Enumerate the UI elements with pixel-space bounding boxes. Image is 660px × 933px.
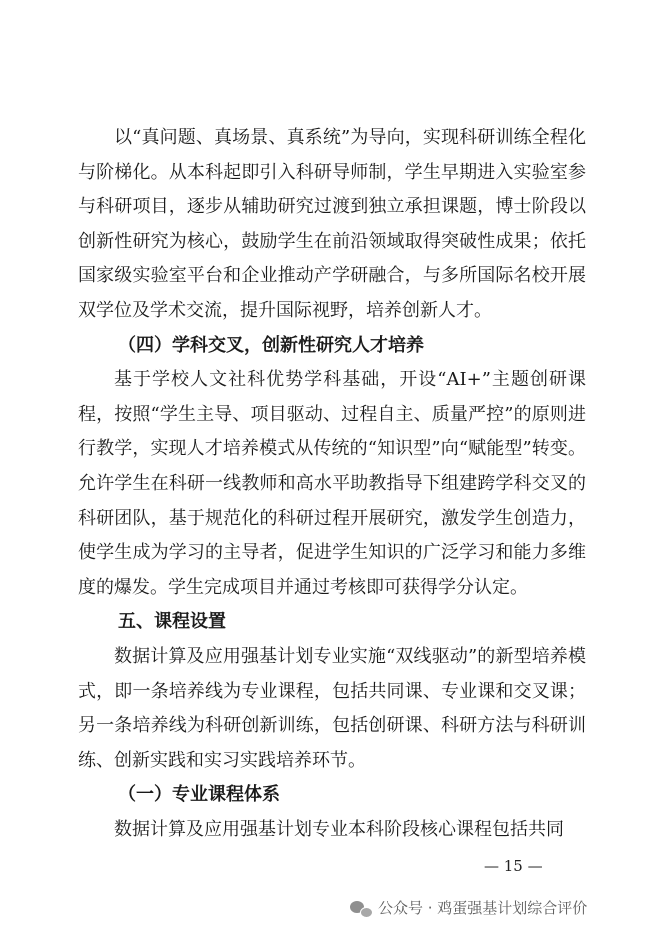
page-number: — 15 — (484, 857, 543, 875)
watermark-text: 公众号 · 鸡蛋强基计划综合评价 (378, 899, 588, 917)
paragraph-core-courses: 数据计算及应用强基计划专业本科阶段核心课程包括共同 (114, 818, 564, 840)
paragraph-dual-track: 数据计算及应用强基计划专业实施“双线驱动”的新型培养模式，即一条培养线为专业课程，包括共同课、专业课和交叉课；另一条培养线为科研创新训练，包括创研课、科研方法与科研训练、创新实践和实习实践培养环节。 (78, 645, 586, 771)
section-heading-curriculum: 五、课程设置 (118, 611, 226, 633)
paragraph-research-training: 以“真问题、真场景、真系统”为导向，实现科研训练全程化与阶梯化。从本科起即引入科研导师制，学生早期进入实验室参与科研项目，逐步从辅助研究过渡到独立承担课题，博士阶段以创新性研究为核心，鼓励学生在前沿领域取得突破性成果；依托国家级实验室平台和企业推动产学研融合，与多所国际名校开展双学位及学术交流，提升国际视野，培养创新人才。 (78, 127, 586, 321)
section-heading-interdisciplinary: （四）学科交叉，创新性研究人才培养 (118, 334, 424, 356)
wechat-watermark (350, 897, 587, 918)
document-body (78, 121, 586, 847)
paragraph-ai-plus-course: 基于学校人文社科优势学科基础，开设“AI+”主题创研课程，按照“学生主导、项目驱动、过程自主、质量严控”的原则进行教学，实现人才培养模式从传统的“知识型”向“赋能型”转变。允许学生在科研一线教师和高水平助教指导下组建跨学科交叉的科研团队，基于规范化的科研过程开展研究，激发学生创造力，使学生成为学习的主导者，促进学生知识的广泛学习和能力多维度的爆发。学生完成项目并通过考核即可获得学分认定。 (78, 369, 586, 598)
wechat-icon (350, 899, 372, 917)
section-heading-course-system: （一）专业课程体系 (118, 784, 280, 806)
